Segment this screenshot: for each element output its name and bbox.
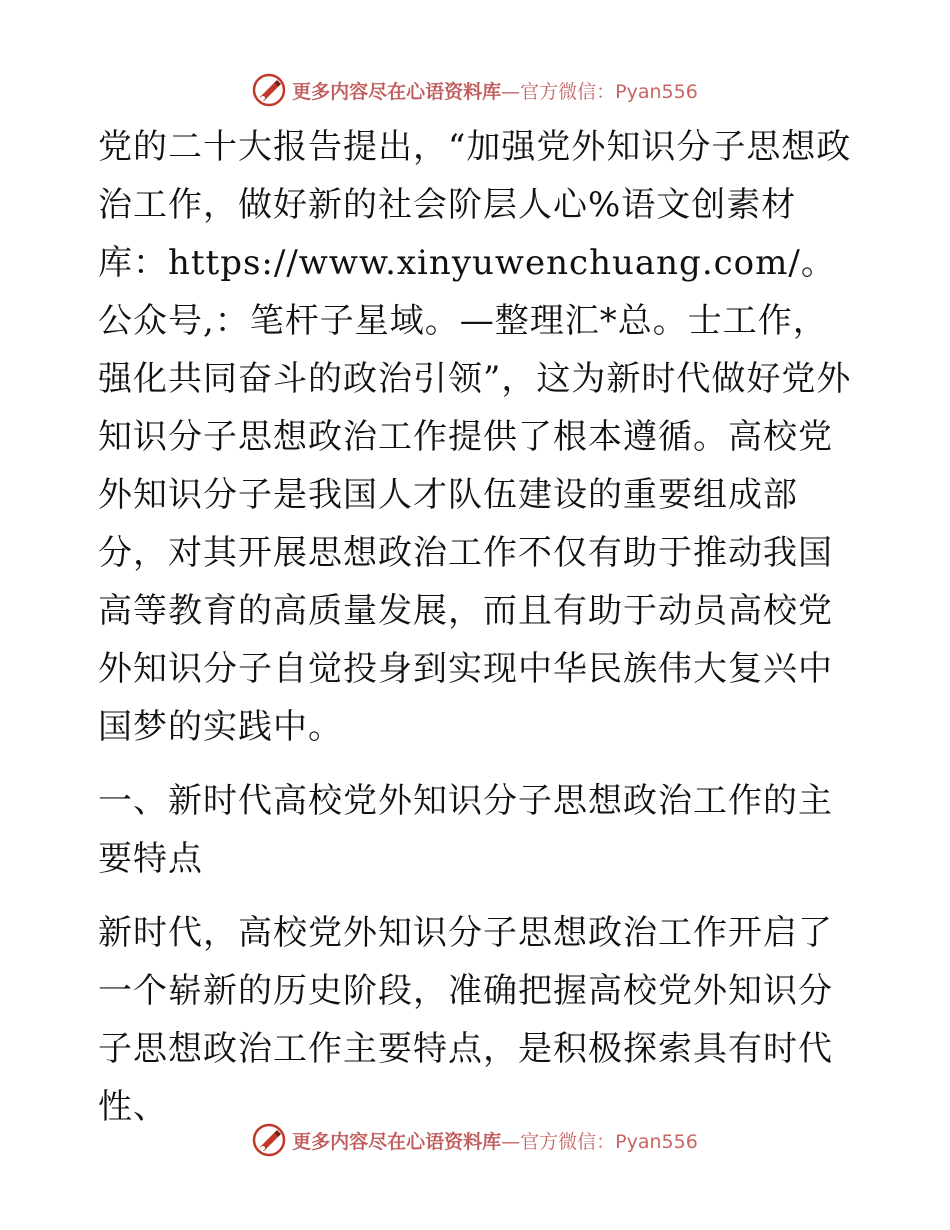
document-body bbox=[98, 118, 858, 1136]
header-banner bbox=[0, 70, 950, 110]
banner-text bbox=[292, 1127, 698, 1154]
pen-logo-icon bbox=[252, 73, 286, 107]
banner-wechat-text: 官方微信：Pyan556 bbox=[520, 80, 698, 103]
pen-logo-icon bbox=[252, 1123, 286, 1157]
banner-separator: — bbox=[501, 1130, 521, 1153]
footer-banner bbox=[0, 1120, 950, 1160]
banner-site-text: 更多内容尽在心语资料库 bbox=[292, 80, 502, 103]
banner-site-text: 更多内容尽在心语资料库 bbox=[292, 1130, 502, 1153]
section-paragraph: 新时代，高校党外知识分子思想政治工作开启了一个崭新的历史阶段，准确把握高校党外知识分子思想政治工作主要特点，是积极探索具有时代性、 bbox=[98, 913, 833, 1127]
banner-text bbox=[292, 77, 698, 104]
banner-separator: — bbox=[501, 80, 521, 103]
banner-wechat-text: 官方微信：Pyan556 bbox=[520, 1130, 698, 1153]
intro-paragraph: 党的二十大报告提出，“加强党外知识分子思想政治工作，做好新的社会阶层人心%语文创素材库：https://www.xinyuwenchuang.com/。公众号,：笔杆子星域。—整理汇*总。士工作，强化共同奋斗的政治引领”，这为新时代做好党外知识分子思想政治工作提供了根本遵循。高校党外知识分子是我国人才队伍建设的重要组成部分，对其开展思想政治工作不仅有助于推动我国高等教育的高质量发展，而且有助于动员高校党外知识分子自觉投身到实现中华民族伟大复兴中国梦的实践中。 bbox=[98, 127, 852, 747]
section-heading: 一、新时代高校党外知识分子思想政治工作的主要特点 bbox=[98, 781, 833, 879]
